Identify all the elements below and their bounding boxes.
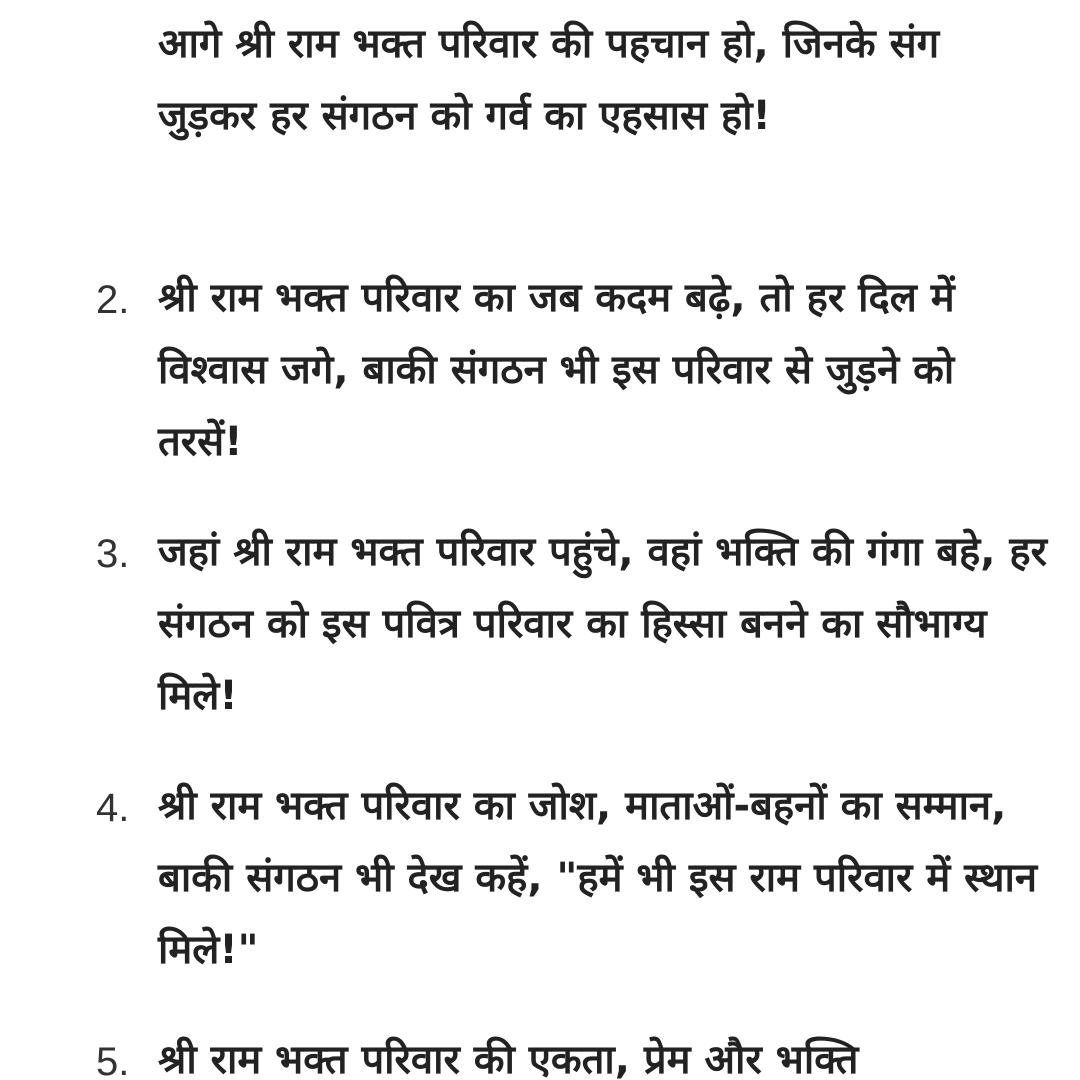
list-item-number: 3. [96, 532, 130, 576]
list-item-number: 5. [96, 1040, 130, 1080]
list-item-number: 2. [96, 278, 130, 322]
list-item-text: श्री राम भक्त परिवार का जब कदम बढ़े, तो हर दिल में विश्वास जगे, बाकी संगठन भी इस परिवार से जुड़ने को तरसें! [158, 275, 955, 465]
list-item-text: श्री राम भक्त परिवार की एकता, प्रेम और भक्ति [158, 1037, 859, 1080]
list-item-number: 4. [96, 786, 130, 830]
list-item-text: जहां श्री राम भक्त परिवार पहुंचे, वहां भक्ति की गंगा बहे, हर संगठन को इस पवित्र परिवार का हिस्सा बनने का सौभाग्य मिले! [158, 529, 1048, 719]
list-item-text: श्री राम भक्त परिवार का जोश, माताओं-बहनों का सम्मान, बाकी संगठन भी देख कहें, "हमें भी इस राम परिवार में स्थान मिले!" [158, 783, 1038, 973]
list-item-text: आगे श्री राम भक्त परिवार की पहचान हो, जिनके संग जुड़कर हर संगठन को गर्व का एहसास हो! [158, 21, 940, 139]
